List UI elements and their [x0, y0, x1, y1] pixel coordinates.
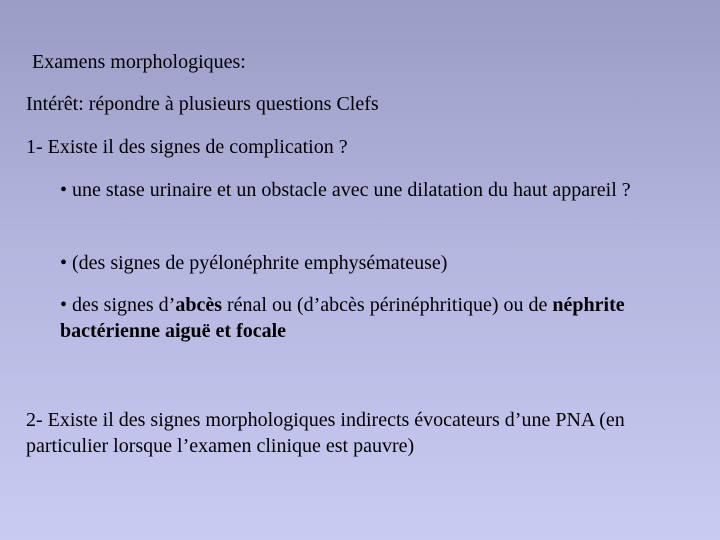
slide-title: Examens morphologiques: — [32, 51, 246, 73]
question-1: 1- Existe il des signes de complication ? — [26, 136, 348, 158]
bullet-abces-text-1: • des signes d’ — [60, 294, 176, 316]
bullet-abces-bold-1: abcès — [175, 294, 222, 316]
intro-text: Intérêt: répondre à plusieurs questions Clefs — [26, 93, 379, 115]
bullet-obstacle: • une stase urinaire et un obstacle avec une dilatation du haut appareil ? — [60, 179, 631, 201]
bullet-abces-text-2: rénal ou (d’abcès périnéphritique) ou de — [222, 294, 553, 316]
bullet-emphysemateuse: • (des signes de pyélonéphrite emphysémateuse) — [60, 252, 448, 274]
bullet-abces-bold-2: néphrite bactérienne aiguë et focale — [60, 294, 625, 342]
question-2: 2- Existe il des signes morphologiques indirects évocateurs d’une PNA (en particulier lorsque l’examen clinique est pauvre) — [26, 409, 625, 457]
bullet-abces — [60, 292, 680, 344]
